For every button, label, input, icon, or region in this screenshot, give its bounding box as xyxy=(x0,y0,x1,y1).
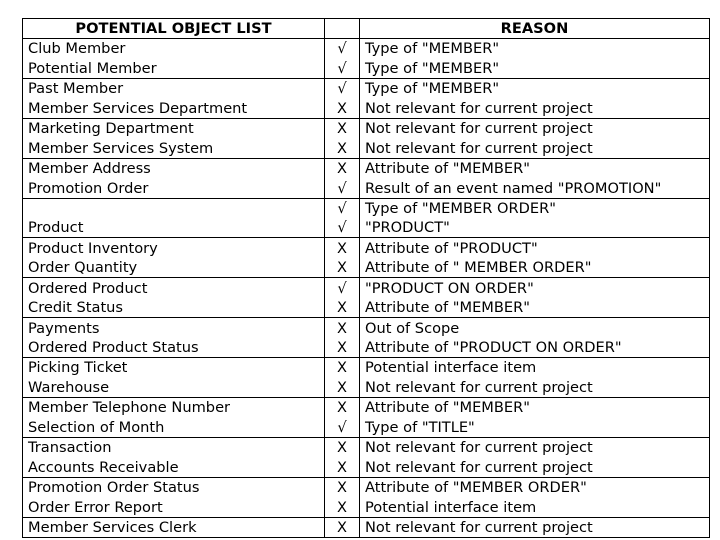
object-cell: Credit Status xyxy=(23,298,325,318)
object-cell xyxy=(23,198,325,218)
table-row xyxy=(23,397,710,417)
reason-cell: Attribute of "MEMBER ORDER" xyxy=(360,477,710,497)
object-cell: Member Services System xyxy=(23,138,325,158)
mark-cell: X xyxy=(325,358,360,378)
reason-cell: Potential interface item xyxy=(360,358,710,378)
table-row xyxy=(23,517,710,537)
table-row xyxy=(23,158,710,178)
reason-cell: Attribute of "PRODUCT ON ORDER" xyxy=(360,338,710,358)
reason-cell: Out of Scope xyxy=(360,318,710,338)
mark-cell: X xyxy=(325,138,360,158)
mark-cell: X xyxy=(325,98,360,118)
object-cell: Order Quantity xyxy=(23,258,325,278)
table-row xyxy=(23,178,710,198)
mark-cell: X xyxy=(325,477,360,497)
reason-cell: Attribute of "MEMBER" xyxy=(360,158,710,178)
object-cell: Picking Ticket xyxy=(23,358,325,378)
object-cell: Potential Member xyxy=(23,58,325,78)
object-cell: Promotion Order Status xyxy=(23,477,325,497)
reason-cell: Not relevant for current project xyxy=(360,138,710,158)
table-row xyxy=(23,358,710,378)
reason-cell: Not relevant for current project xyxy=(360,457,710,477)
table-row xyxy=(23,98,710,118)
object-cell: Promotion Order xyxy=(23,178,325,198)
object-cell: Ordered Product Status xyxy=(23,338,325,358)
mark-cell: X xyxy=(325,517,360,537)
mark-cell: √ xyxy=(325,417,360,437)
potential-object-table xyxy=(22,18,710,538)
object-cell: Past Member xyxy=(23,78,325,98)
mark-cell: X xyxy=(325,318,360,338)
table-row xyxy=(23,138,710,158)
table-row xyxy=(23,377,710,397)
object-cell: Member Services Department xyxy=(23,98,325,118)
mark-cell: X xyxy=(325,118,360,138)
object-cell: Member Telephone Number xyxy=(23,397,325,417)
table-row xyxy=(23,198,710,218)
reason-cell: Not relevant for current project xyxy=(360,377,710,397)
object-cell: Order Error Report xyxy=(23,497,325,517)
object-cell: Marketing Department xyxy=(23,118,325,138)
table-row xyxy=(23,497,710,517)
table-row xyxy=(23,278,710,298)
mark-cell: X xyxy=(325,397,360,417)
table-row xyxy=(23,218,710,238)
table-row xyxy=(23,318,710,338)
reason-cell: Not relevant for current project xyxy=(360,517,710,537)
reason-cell: Not relevant for current project xyxy=(360,118,710,138)
object-cell: Transaction xyxy=(23,437,325,457)
header-object: POTENTIAL OBJECT LIST xyxy=(23,19,325,39)
reason-cell: Type of "MEMBER ORDER" xyxy=(360,198,710,218)
mark-cell: X xyxy=(325,497,360,517)
mark-cell: X xyxy=(325,437,360,457)
object-cell: Member Services Clerk xyxy=(23,517,325,537)
reason-cell: Attribute of "MEMBER" xyxy=(360,397,710,417)
header-reason: REASON xyxy=(360,19,710,39)
table-row xyxy=(23,477,710,497)
object-cell: Selection of Month xyxy=(23,417,325,437)
reason-cell: "PRODUCT" xyxy=(360,218,710,238)
object-cell: Warehouse xyxy=(23,377,325,397)
reason-cell: Result of an event named "PROMOTION" xyxy=(360,178,710,198)
reason-cell: Attribute of "MEMBER" xyxy=(360,298,710,318)
table-row xyxy=(23,258,710,278)
object-cell: Member Address xyxy=(23,158,325,178)
reason-cell: Type of "MEMBER" xyxy=(360,58,710,78)
reason-cell: "PRODUCT ON ORDER" xyxy=(360,278,710,298)
table-row xyxy=(23,457,710,477)
mark-cell: X xyxy=(325,238,360,258)
mark-cell: √ xyxy=(325,178,360,198)
reason-cell: Potential interface item xyxy=(360,497,710,517)
mark-cell: √ xyxy=(325,278,360,298)
reason-cell: Type of "MEMBER" xyxy=(360,39,710,59)
table-row xyxy=(23,78,710,98)
mark-cell: √ xyxy=(325,39,360,59)
header-mark xyxy=(325,19,360,39)
table-row xyxy=(23,58,710,78)
table-row xyxy=(23,118,710,138)
table-row xyxy=(23,338,710,358)
table-row xyxy=(23,298,710,318)
reason-cell: Type of "TITLE" xyxy=(360,417,710,437)
table-row xyxy=(23,437,710,457)
reason-cell: Type of "MEMBER" xyxy=(360,78,710,98)
reason-cell: Not relevant for current project xyxy=(360,98,710,118)
mark-cell: √ xyxy=(325,58,360,78)
object-cell: Payments xyxy=(23,318,325,338)
object-cell: Product Inventory xyxy=(23,238,325,258)
mark-cell: X xyxy=(325,258,360,278)
reason-cell: Attribute of " MEMBER ORDER" xyxy=(360,258,710,278)
object-cell: Accounts Receivable xyxy=(23,457,325,477)
object-cell: Ordered Product xyxy=(23,278,325,298)
mark-cell: X xyxy=(325,298,360,318)
table-row xyxy=(23,238,710,258)
mark-cell: √ xyxy=(325,78,360,98)
reason-cell: Attribute of "PRODUCT" xyxy=(360,238,710,258)
mark-cell: √ xyxy=(325,198,360,218)
object-cell: Product xyxy=(23,218,325,238)
table-row xyxy=(23,417,710,437)
mark-cell: √ xyxy=(325,218,360,238)
header-row xyxy=(23,19,710,39)
table-body xyxy=(23,39,710,538)
mark-cell: X xyxy=(325,377,360,397)
table-row xyxy=(23,39,710,59)
mark-cell: X xyxy=(325,457,360,477)
object-cell: Club Member xyxy=(23,39,325,59)
mark-cell: X xyxy=(325,338,360,358)
mark-cell: X xyxy=(325,158,360,178)
reason-cell: Not relevant for current project xyxy=(360,437,710,457)
